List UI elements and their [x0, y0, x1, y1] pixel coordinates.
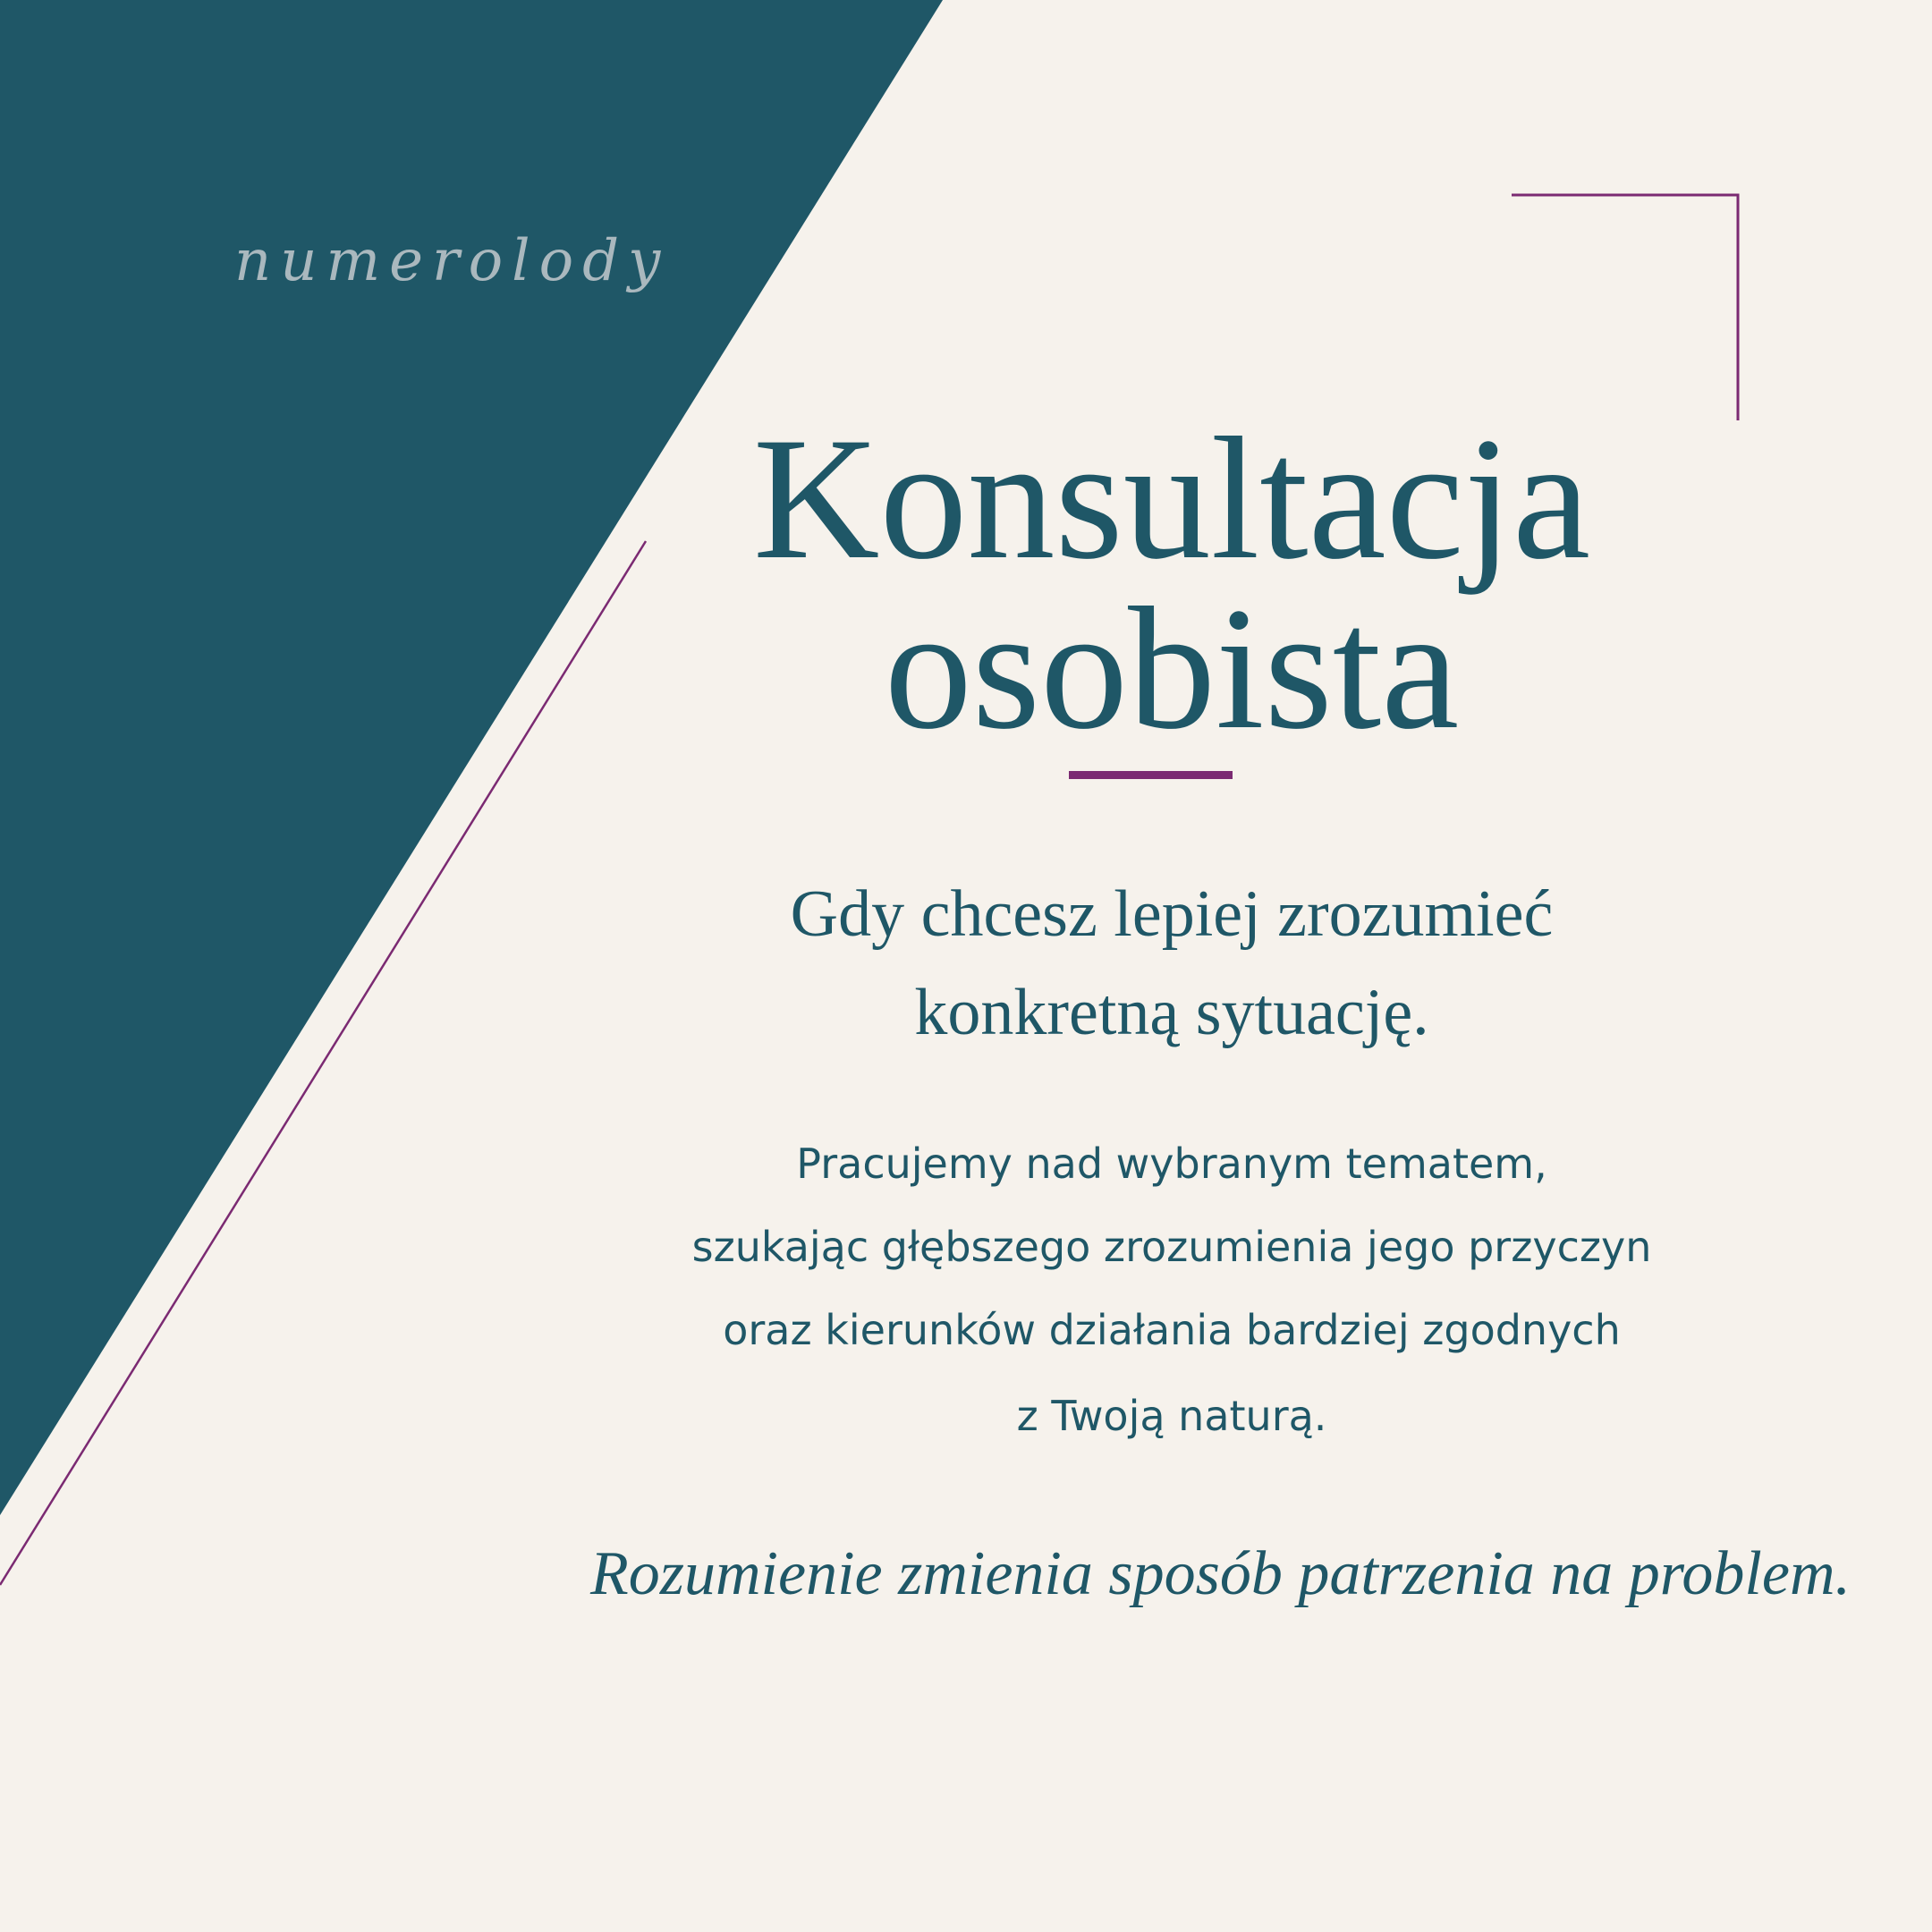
title-divider — [1069, 771, 1233, 779]
body-text-line-2: szukając głębszego zrozumienia jego przyczyn — [691, 1223, 1652, 1271]
body-text-line-3: oraz kierunków działania bardziej zgodnych — [723, 1306, 1621, 1354]
closing-quote: Rozumienie zmienia sposób patrzenia na problem. — [590, 1539, 1851, 1608]
body-text-line-1: Pracujemy nad wybranym tematem, — [796, 1140, 1547, 1188]
subtitle-line-2: konkretną sytuację. — [914, 976, 1429, 1049]
page-title-line-2: osobista — [884, 572, 1460, 766]
body-text-line-4: z Twoją naturą. — [1016, 1392, 1327, 1440]
subtitle-line-1: Gdy chcesz lepiej zrozumieć — [790, 877, 1554, 951]
brand-logo: numerolody — [234, 228, 670, 294]
corner-bracket — [1512, 195, 1738, 420]
page-title-line-1: Konsultacja — [752, 402, 1591, 596]
